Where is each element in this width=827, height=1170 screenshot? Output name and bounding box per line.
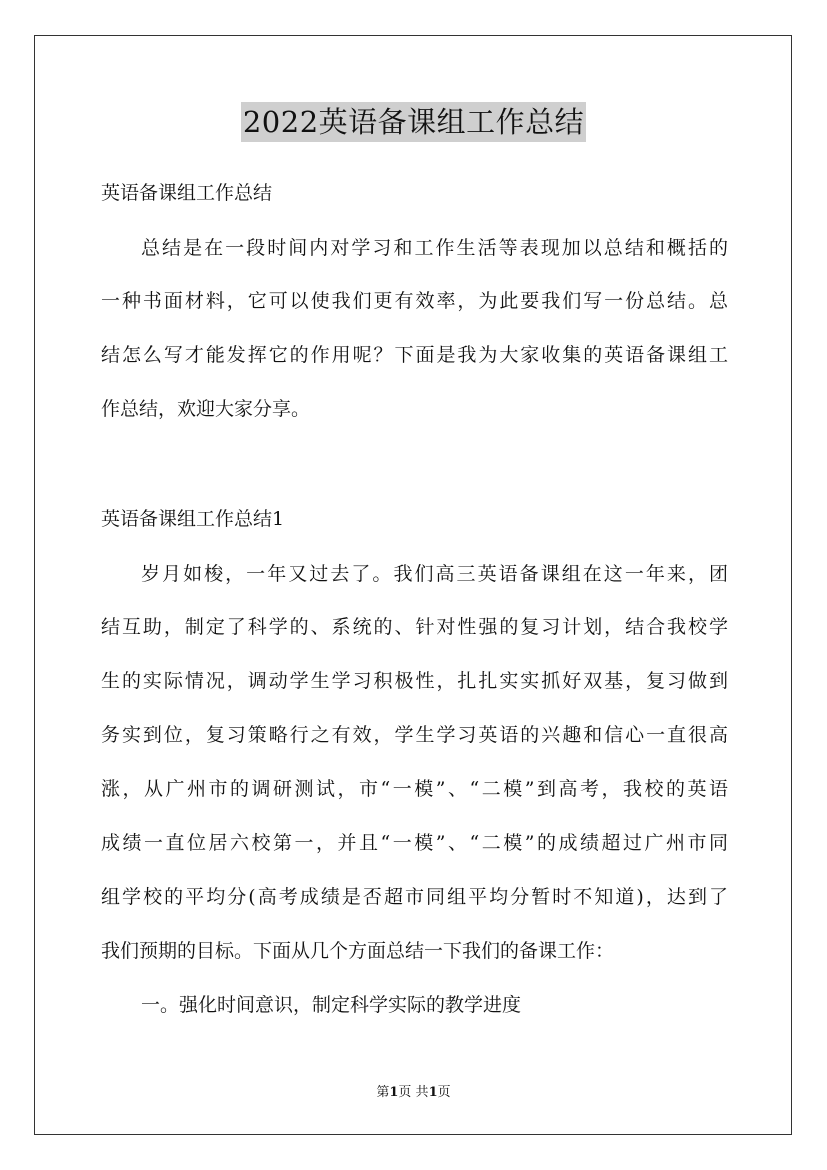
body-line: 我们预期的目标。下面从几个方面总结一下我们的备课工作： <box>101 940 615 962</box>
footer-mid: 页 共 <box>398 1085 429 1100</box>
intro-line: 结怎么写才能发挥它的作用呢？下面是我为大家收集的英语备课组工 <box>101 344 728 366</box>
section-heading: 英语备课组工作总结1 <box>101 508 285 530</box>
footer-page-current: 1 <box>389 1085 399 1100</box>
document-title: 2022英语备课组工作总结 <box>241 102 586 142</box>
footer-suffix: 页 <box>437 1085 451 1100</box>
point-heading: 一。强化时间意识，制定科学实际的教学进度 <box>141 994 522 1016</box>
intro-line: 总结是在一段时间内对学习和工作生活等表现加以总结和概括的 <box>141 237 728 259</box>
body-line: 结互助，制定了科学的、系统的、针对性强的复习计划，结合我校学 <box>101 616 728 638</box>
body-line: 组学校的平均分(高考成绩是否超市同组平均分暂时不知道)，达到了 <box>101 886 728 908</box>
body-line: 生的实际情况，调动学生学习积极性，扎扎实实抓好双基，复习做到 <box>101 670 728 692</box>
intro-line: 作总结，欢迎大家分享。 <box>101 398 311 420</box>
body-line: 成绩一直位居六校第一，并且“一模”、“二模”的成绩超过广州市同 <box>101 832 728 854</box>
body-line: 务实到位，复习策略行之有效，学生学习英语的兴趣和信心一直很高 <box>101 724 728 746</box>
subtitle: 英语备课组工作总结 <box>101 182 273 204</box>
footer-prefix: 第 <box>376 1085 390 1100</box>
title-container <box>0 102 827 142</box>
footer-page-total: 1 <box>428 1085 438 1100</box>
body-line: 岁月如梭，一年又过去了。我们高三英语备课组在这一年来，团 <box>141 563 728 585</box>
intro-line: 一种书面材料，它可以使我们更有效率，为此要我们写一份总结。总 <box>101 290 728 312</box>
body-line: 涨，从广州市的调研测试，市“一模”、“二模”到高考，我校的英语 <box>101 778 728 800</box>
page-footer <box>0 1084 827 1102</box>
